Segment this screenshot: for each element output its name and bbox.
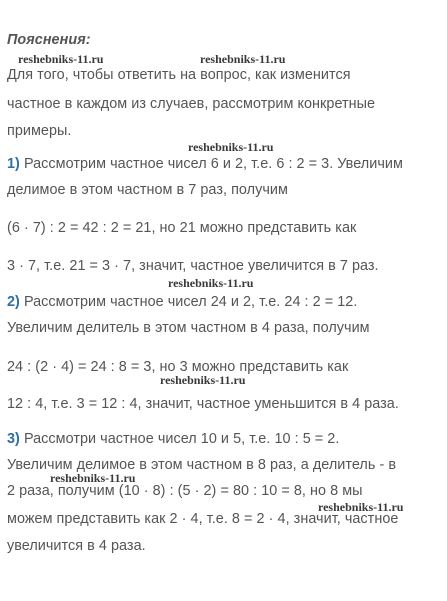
watermark: reshebniks-11.ru: [318, 500, 404, 514]
example-2-line: 24 : (2 · 4) = 24 : 8 = 3, но 3 можно представить как: [7, 359, 349, 375]
example-1-line: делимое в этом частном в 7 раз, получим: [7, 182, 288, 198]
example-2-line: [7, 293, 357, 311]
example-3-line: 2 раза, получим (10 · 8) : (5 · 2) = 80 : 10 = 8, но 8 мы: [7, 483, 363, 499]
example-3-line: увеличится в 4 раза.: [7, 538, 146, 554]
example-2-text: Рассмотрим частное чисел 24 и 2, т.е. 24 : 2 = 12.: [19, 294, 358, 310]
example-1-line: (6 · 7) : 2 = 42 : 2 = 21, но 21 можно представить как: [7, 220, 357, 236]
example-3-line: можем представить как 2 · 4, т.е. 8 = 2 · 4, значит, частное: [7, 511, 399, 527]
watermark: reshebniks-11.ru: [200, 52, 286, 66]
watermark: reshebniks-11.ru: [160, 373, 246, 387]
example-3-line: Увеличим делимое в этом частном в 8 раз, а делитель - в: [7, 457, 397, 473]
example-3-line: [7, 430, 339, 448]
watermark: reshebniks-11.ru: [18, 52, 104, 66]
example-2-line: Увеличим делитель в этом частном в 4 раза, получим: [7, 320, 370, 336]
watermark: reshebniks-11.ru: [50, 471, 136, 485]
example-1-line: 3 · 7, т.е. 21 = 3 · 7, значит, частное увеличится в 7 раз.: [7, 258, 379, 274]
example-1-line: [7, 155, 403, 173]
example-3-text: Рассмотри частное чисел 10 и 5, т.е. 10 : 5 = 2.: [19, 431, 340, 447]
example-1-number: 1): [7, 156, 20, 172]
intro-line: примеры.: [7, 123, 72, 139]
watermark: reshebniks-11.ru: [168, 276, 254, 290]
example-1-text: Рассмотрим частное чисел 6 и 2, т.е. 6 : 2 = 3. Увеличим: [19, 156, 403, 172]
example-2-number: 2): [7, 294, 20, 310]
watermark: reshebniks-11.ru: [188, 140, 274, 154]
section-title: Пояснения:: [7, 32, 91, 48]
intro-line: частное в каждом из случаев, рассмотрим конкретные: [7, 96, 376, 112]
example-3-number: 3): [7, 431, 20, 447]
intro-line: Для того, чтобы ответить на вопрос, как изменится: [7, 67, 351, 83]
example-2-line: 12 : 4, т.е. 3 = 12 : 4, значит, частное уменьшится в 4 раза.: [7, 396, 399, 412]
